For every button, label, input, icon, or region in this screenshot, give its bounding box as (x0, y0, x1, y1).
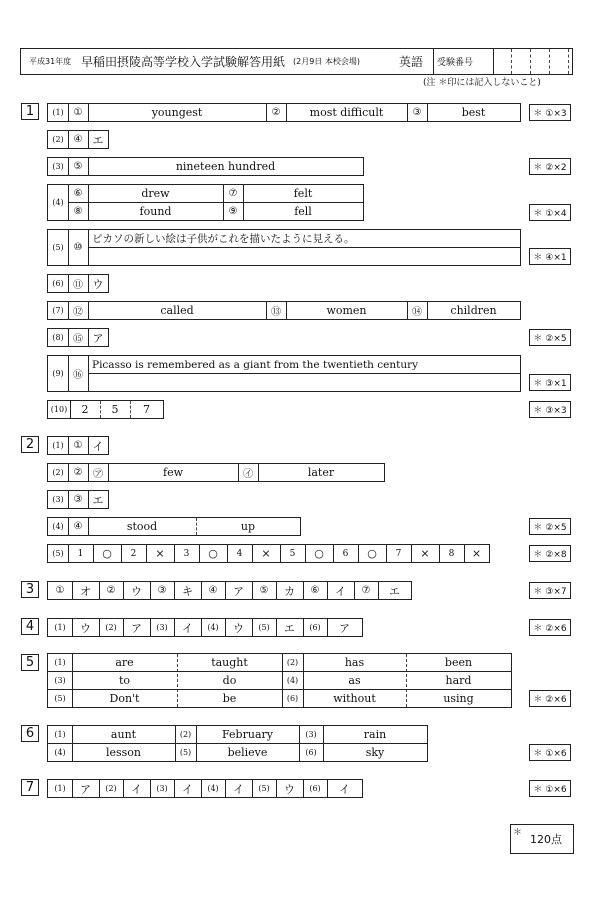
tf-answer-3: ○ (208, 547, 218, 560)
tf-answer-2: × (155, 547, 165, 560)
q7-answer-2: イ (131, 782, 142, 796)
q2-3-num: ③ (73, 494, 83, 505)
answer-q2-1: イ (92, 439, 104, 453)
q1-7-num12: ⑫ (73, 307, 83, 318)
q1-2-label: (2) (52, 135, 64, 144)
header-subject: 英語 (399, 55, 424, 69)
q6-label-1: (1) (54, 730, 66, 739)
answer-lesson: lesson (105, 746, 142, 759)
answer-best: best (461, 106, 486, 119)
q1-9-label: (9) (52, 369, 64, 378)
total-points: 120点 (530, 833, 562, 846)
q1-2-row (47, 130, 109, 149)
q3-num-7: ⑦ (361, 585, 371, 596)
q7-answer-5: ウ (284, 782, 295, 796)
q3-answer-6: イ (335, 584, 346, 598)
q1-8-label: (8) (52, 333, 64, 342)
score-box-1-8: ＊ ②×5 (529, 329, 571, 346)
q2-5-row (47, 544, 490, 563)
q1-3-num: ⑤ (73, 161, 83, 172)
q4-answer-5: エ (284, 621, 295, 635)
header-title: 早稲田摂陵高等学校入学試験解答用紙 (81, 55, 286, 69)
score-box-6: ＊ ①×6 (529, 744, 571, 761)
q1-8-row (47, 328, 109, 347)
answer-rain: rain (363, 728, 387, 741)
q4-answer-2: ア (131, 621, 142, 635)
q3-answer-4: ア (233, 584, 244, 598)
q3-num-2: ② (106, 585, 116, 596)
header-box (20, 48, 573, 75)
q7-label-5: (5) (258, 784, 270, 793)
answer-as: as (348, 674, 361, 687)
q1-4-num6: ⑥ (73, 188, 83, 199)
answer-q1-10-c: 7 (143, 403, 150, 416)
q6-grid (47, 725, 428, 762)
q1-4-num8: ⑧ (73, 206, 83, 217)
header-date: (2月9日 本校会場) (293, 57, 360, 66)
answer-aunt: aunt (110, 728, 137, 741)
score-box-7: ＊ ①×6 (529, 780, 571, 797)
q5-label-3: (3) (54, 676, 66, 685)
score-box-1-4: ＊ ①×4 (529, 204, 571, 221)
score-box-1-1: ＊ ①×3 (529, 104, 571, 121)
answer-are: are (115, 656, 134, 669)
answer-women: women (326, 304, 367, 317)
q3-answer-5: カ (284, 584, 295, 598)
q7-row (47, 779, 363, 798)
q1-7-num14: ⑭ (412, 307, 422, 318)
score-box-1-9: ＊ ③×1 (529, 374, 571, 391)
answer-english-sentence: Picasso is remembered as a giant from the twentieth century (92, 358, 419, 371)
q1-4-label: (4) (52, 198, 64, 207)
q7-label-6: (6) (309, 784, 321, 793)
answer-dont: Don't (109, 692, 140, 705)
q5-label-2: (2) (286, 658, 299, 667)
score-box-2-5: ＊ ②×8 (529, 545, 571, 562)
q2-1-num: ① (73, 440, 83, 451)
q2-4-num: ④ (73, 521, 83, 532)
score-box-3: ＊ ③×7 (529, 582, 571, 599)
q1-10-row (47, 400, 164, 419)
q1-4-num7: ⑦ (228, 188, 238, 199)
answer-hard: hard (445, 674, 472, 687)
q1-7-num13: ⑬ (271, 307, 281, 318)
q4-answer-6: ア (339, 621, 350, 635)
q2-2-kana-i: ㋑ (243, 469, 253, 480)
q5-label-1: (1) (54, 658, 66, 667)
q3-answer-2: ウ (131, 584, 142, 598)
tf-num-7: 7 (395, 548, 402, 559)
q4-label-5: (5) (258, 623, 270, 632)
q3-num-3: ③ (157, 585, 167, 596)
q3-num-1: ① (55, 585, 65, 596)
answer-nineteen-hundred: nineteen hundred (175, 160, 276, 173)
q1-6-num: ⑪ (73, 280, 83, 291)
tf-num-3: 3 (183, 548, 190, 559)
answer-using: using (443, 692, 474, 705)
score-box-1-5: ＊ ④×1 (529, 248, 571, 265)
q2-2-num: ② (73, 467, 83, 478)
q7-answer-1: ア (80, 782, 91, 796)
answer-q1-6: ウ (92, 277, 104, 291)
q6-label-3: (3) (305, 730, 317, 739)
answer-taught: taught (211, 656, 248, 669)
q4-label-1: (1) (54, 623, 66, 632)
tf-answer-4: × (261, 547, 271, 560)
answer-q1-10-b: 5 (111, 403, 119, 416)
q7-label-2: (2) (105, 784, 117, 793)
answer-to: to (118, 674, 131, 687)
tf-num-8: 8 (448, 548, 455, 559)
q4-row (47, 618, 363, 637)
total-score-box (510, 824, 574, 854)
q1-3-row (47, 157, 364, 176)
answer-has: has (344, 656, 365, 669)
tf-num-4: 4 (236, 548, 243, 559)
q3-row (47, 581, 412, 600)
q4-label-3: (3) (156, 623, 168, 632)
answer-youngest: youngest (151, 106, 203, 119)
q1-10-label: (10) (50, 405, 68, 414)
score-box-5: ＊ ②×6 (529, 690, 571, 707)
q6-label-5: (5) (179, 748, 192, 757)
answer-felt: felt (293, 187, 313, 200)
section-6-number: 6 (21, 725, 39, 742)
answer-q1-10-a: 2 (81, 403, 89, 416)
q1-7-label: (7) (52, 306, 64, 315)
tf-num-1: 1 (77, 548, 84, 559)
q3-num-5: ⑤ (259, 585, 269, 596)
q4-label-6: (6) (309, 623, 321, 632)
tf-answer-7: × (420, 547, 430, 560)
q7-answer-4: イ (233, 782, 244, 796)
q4-answer-4: ウ (233, 621, 244, 635)
q1-6-label: (6) (52, 279, 64, 288)
score-box-1-10: ＊ ③×3 (529, 401, 571, 418)
answer-q1-8: ア (92, 331, 104, 345)
q1-5-label: (5) (52, 243, 64, 252)
q3-answer-3: キ (182, 584, 193, 598)
score-box-4: ＊ ②×6 (529, 619, 571, 636)
q6-label-4: (4) (54, 748, 66, 757)
section-2-number: 2 (21, 436, 39, 453)
answer-q2-3: エ (92, 493, 104, 507)
answer-do: do (222, 674, 237, 687)
answer-believe: believe (227, 746, 268, 759)
section-5-number: 5 (21, 654, 39, 671)
answer-translation: ピカソの新しい絵は子供がこれを描いたように見える。 (92, 233, 355, 245)
q1-7-row (47, 301, 521, 320)
q1-1-row (47, 103, 521, 122)
total-mark: ＊ (513, 828, 523, 838)
q1-1-num2: ② (271, 107, 281, 118)
answer-children: children (450, 304, 497, 317)
q1-2-num: ④ (73, 134, 83, 145)
tf-answer-8: × (471, 547, 482, 560)
section-1-number: 1 (21, 103, 39, 120)
q1-9-num: ⑯ (73, 370, 83, 381)
q2-2-row (47, 463, 385, 482)
q1-1-label: (1) (52, 108, 64, 117)
header-year: 平成31年度 (29, 57, 72, 66)
q1-3-label: (3) (52, 162, 64, 171)
q3-num-4: ④ (208, 585, 218, 596)
q4-answer-3: イ (182, 621, 193, 635)
q1-1-num1: ① (73, 107, 83, 118)
answer-few: few (163, 466, 183, 479)
q4-answer-1: ウ (80, 621, 91, 635)
q2-4-row (47, 517, 301, 536)
q2-3-label: (3) (52, 495, 64, 504)
tf-num-5: 5 (289, 548, 296, 559)
q2-2-label: (2) (52, 468, 64, 477)
answer-sky: sky (365, 746, 385, 759)
q2-2-kana-a: ㋐ (93, 469, 103, 480)
answer-been: been (444, 656, 473, 669)
q2-1-label: (1) (52, 441, 64, 450)
q5-label-4: (4) (286, 676, 299, 685)
exam-number-label: 受験番号 (437, 58, 474, 68)
q1-6-row (47, 274, 109, 293)
answer-up: up (240, 520, 256, 533)
tf-answer-1: ○ (102, 547, 112, 560)
q4-label-4: (4) (207, 623, 219, 632)
q2-3-row (47, 490, 109, 509)
q4-label-2: (2) (105, 623, 117, 632)
q1-4-num9: ⑨ (228, 206, 238, 217)
score-box-2-4: ＊ ②×5 (529, 518, 571, 535)
q2-5-label: (5) (52, 549, 64, 558)
answer-drew: drew (141, 187, 170, 200)
q5-grid (47, 653, 512, 708)
q7-answer-6: イ (339, 782, 350, 796)
q7-label-1: (1) (54, 784, 66, 793)
section-7-number: 7 (21, 779, 39, 796)
section-3-number: 3 (21, 581, 39, 598)
answer-later: later (307, 466, 335, 479)
q7-label-4: (4) (207, 784, 219, 793)
q1-5-block (47, 229, 521, 266)
q2-1-row (47, 436, 109, 455)
q1-8-num: ⑮ (73, 334, 83, 345)
q1-5-num: ⑩ (73, 242, 83, 253)
header-note: (注 ＊印には記入しないこと) (423, 78, 541, 88)
answer-called: called (160, 304, 194, 317)
answer-without: without (333, 692, 376, 705)
q2-4-label: (4) (52, 522, 64, 531)
q3-answer-7: エ (389, 584, 400, 598)
q3-answer-1: オ (80, 584, 91, 598)
q1-4-block (47, 184, 364, 221)
tf-answer-5: ○ (314, 547, 324, 560)
section-4-number: 4 (21, 618, 39, 635)
q6-label-6: (6) (305, 748, 317, 757)
answer-q1-2: エ (92, 133, 104, 147)
answer-found: found (139, 205, 172, 218)
q5-label-6: (6) (286, 694, 299, 703)
score-box-1-3: ＊ ②×2 (529, 158, 571, 175)
q6-label-2: (2) (179, 730, 192, 739)
q1-1-num3: ③ (412, 107, 422, 118)
answer-most-difficult: most difficult (309, 106, 384, 119)
q3-num-6: ⑥ (310, 585, 320, 596)
answer-be: be (222, 692, 237, 705)
tf-answer-6: ○ (367, 547, 377, 560)
q7-label-3: (3) (156, 784, 168, 793)
q5-label-5: (5) (54, 694, 66, 703)
answer-stood: stood (126, 520, 158, 533)
answer-february: February (222, 728, 273, 741)
q7-answer-3: イ (182, 782, 193, 796)
tf-num-6: 6 (342, 548, 349, 559)
q1-9-block (47, 355, 521, 392)
answer-fell: fell (294, 205, 312, 218)
tf-num-2: 2 (130, 548, 137, 559)
